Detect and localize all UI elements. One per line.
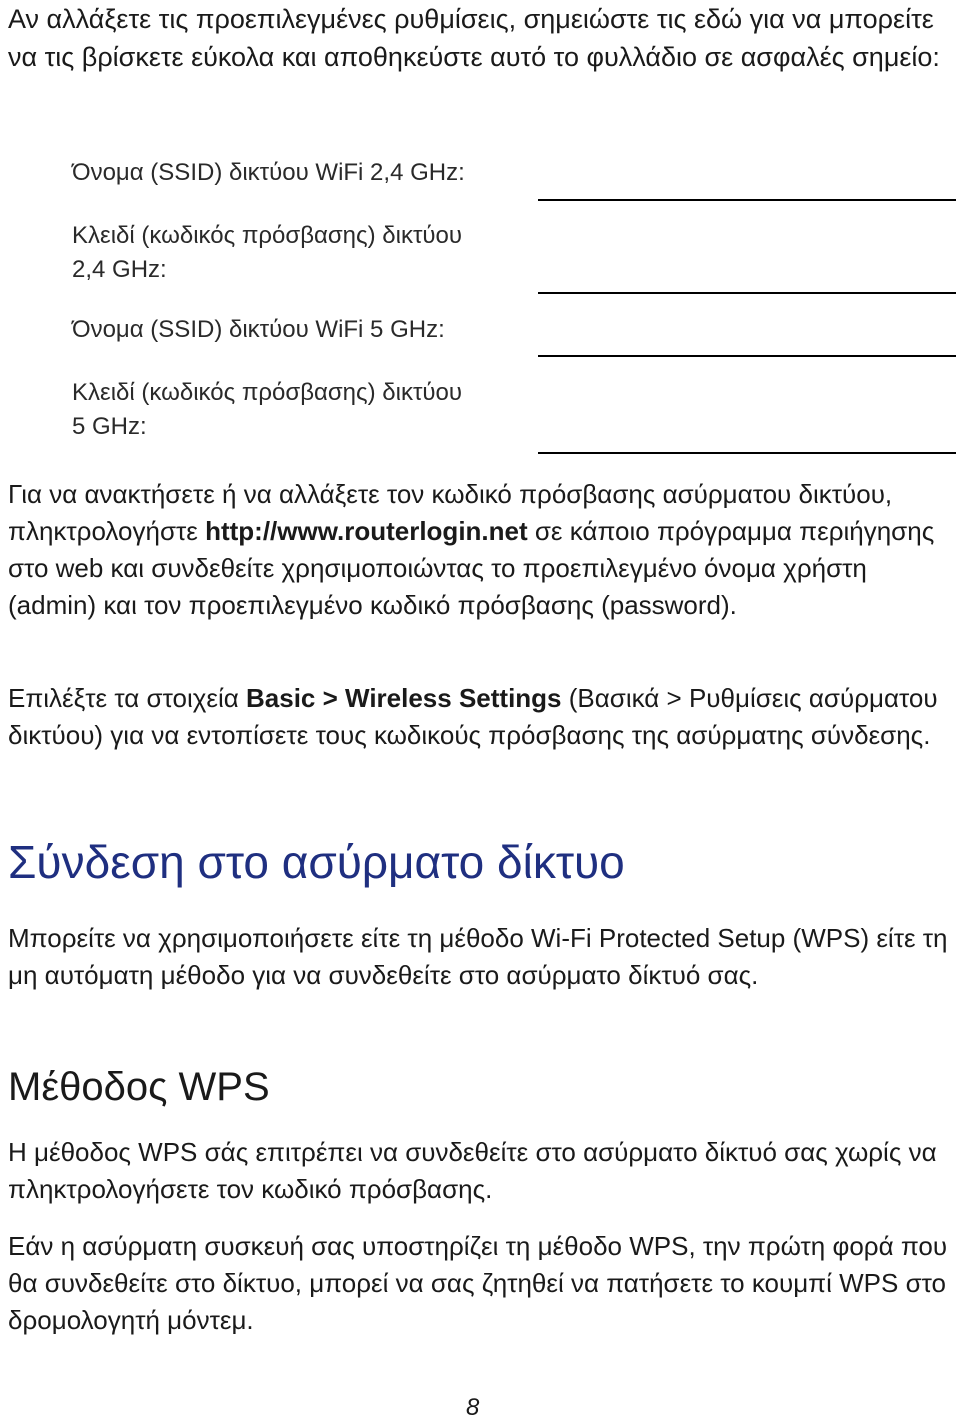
menu-path: Basic > Wireless Settings [246, 683, 562, 713]
select-text-before: Επιλέξτε τα στοιχεία [8, 683, 246, 713]
key-24-label-line2: 2,4 GHz: [72, 256, 167, 283]
select-text-after: (Βασικά > Ρυθμίσεις ασύρματου δικτύου) για να εντοπίσετε τους κωδικούς πρόσβασης της ασύρματης σύνδεσης. [8, 683, 938, 750]
ssid-5-blank-line [538, 355, 956, 357]
page-number: 8 [466, 1394, 480, 1421]
intro-paragraph: Αν αλλάξετε τις προεπιλεγμένες ρυθμίσεις, σημειώστε τις εδώ για να μπορείτε να τις βρίσκετε εύκολα και αποθηκεύστε αυτό το φυλλάδιο σε ασφαλές σημείο: [8, 4, 940, 72]
login-text-before: Για να ανακτήσετε ή να αλλάξετε τον κωδικό πρόσβασης ασύρματου δικτύου, πληκτρολογήστε [8, 479, 893, 546]
ssid-5-label: Όνομα (SSID) δικτύου WiFi 5 GHz: [72, 316, 445, 343]
ssid-24-blank-line [538, 199, 956, 201]
key-5-blank-line [538, 452, 956, 454]
key-24-label [72, 219, 537, 287]
router-login-url: http://www.routerlogin.net [205, 516, 528, 546]
key-24-label-line1: Κλειδί (κωδικός πρόσβασης) δικτύου [72, 222, 463, 249]
login-paragraph [8, 476, 956, 624]
wps-paragraph-1: Η μέθοδος WPS σάς επιτρέπει να συνδεθείτε στο ασύρματο δίκτυό σας χωρίς να πληκτρολογήσετε τον κωδικό πρόσβασης. [8, 1137, 937, 1204]
key-5-label-line1: Κλειδί (κωδικός πρόσβασης) δικτύου [72, 379, 463, 406]
key-5-label-line2: 5 GHz: [72, 413, 147, 440]
wps-paragraph-2: Εάν η ασύρματη συσκευή σας υποστηρίζει τη μέθοδο WPS, την πρώτη φορά που θα συνδεθείτε στο δίκτυο, μπορεί να σας ζητηθεί να πατήσετε το κουμπί WPS στο δρομολογητή μόντεμ. [8, 1231, 948, 1335]
heading-wps-method: Μέθοδος WPS [8, 1065, 270, 1109]
ssid-24-label: Όνομα (SSID) δικτύου WiFi 2,4 GHz: [72, 159, 465, 186]
key-24-blank-line [538, 292, 956, 294]
select-paragraph [8, 680, 956, 754]
heading-connect-wireless: Σύνδεση στο ασύρματο δίκτυο [8, 836, 625, 888]
login-text-after: σε κάποιο πρόγραμμα περιήγησης στο web και συνδεθείτε χρησιμοποιώντας το προεπιλεγμένο όνομα χρήστη (admin) και τον προεπιλεγμένο κωδικό πρόσβασης (password). [8, 516, 935, 620]
key-5-label [72, 376, 537, 444]
connect-paragraph: Μπορείτε να χρησιμοποιήσετε είτε τη μέθοδο Wi-Fi Protected Setup (WPS) είτε τη μη αυτόματη μέθοδο για να συνδεθείτε στο ασύρματο δίκτυό σας. [8, 923, 948, 990]
